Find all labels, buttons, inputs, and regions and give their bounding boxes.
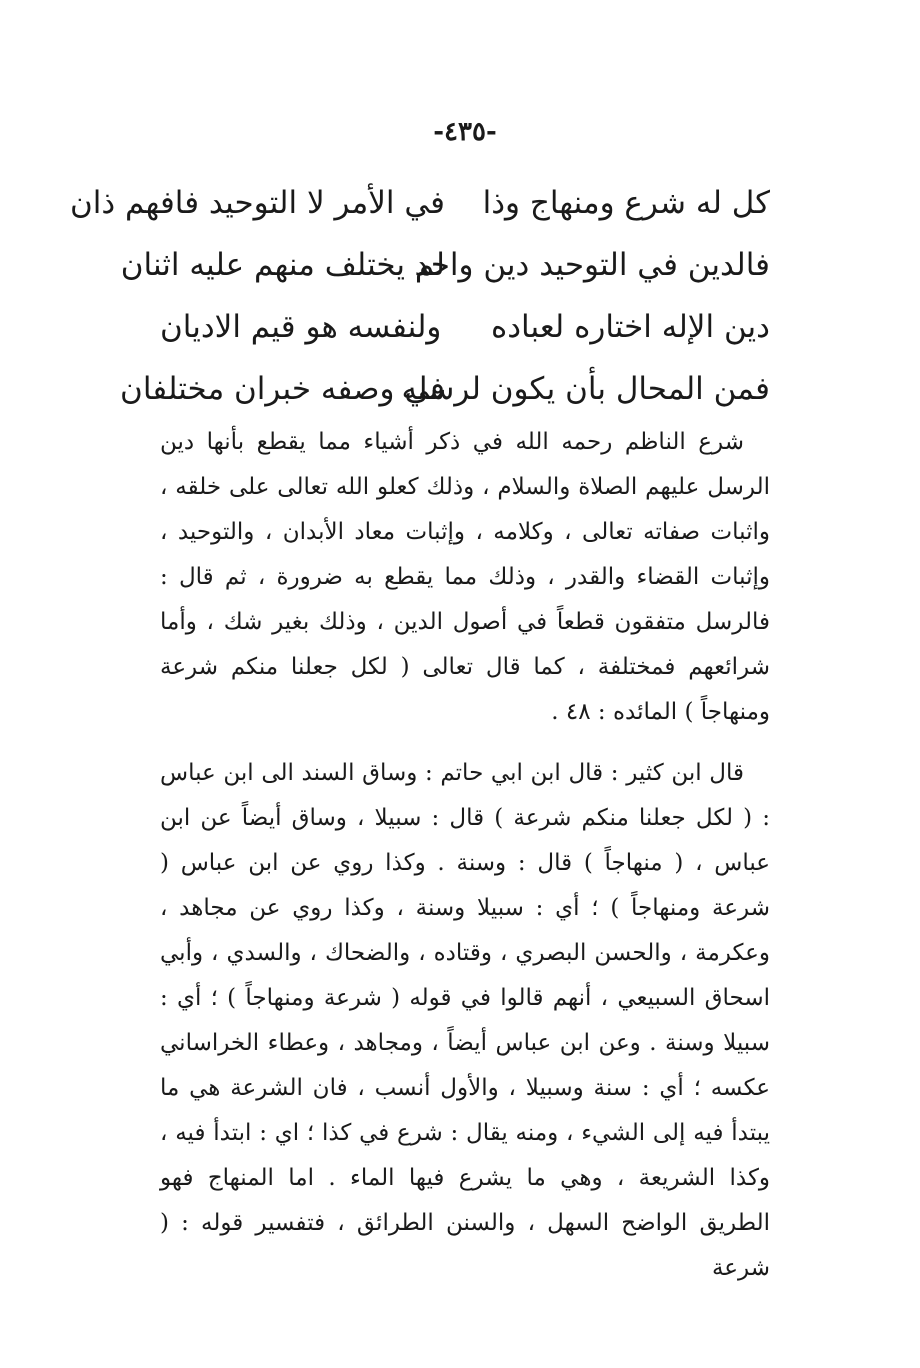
poem-verse [69,172,770,234]
book-page [69,110,770,1281]
page-number: -٤٣٥- [433,117,497,147]
commentary-paragraph: شرع الناظم رحمه الله في ذكر أشياء مما يقطع بأنها دين الرسل عليهم الصلاة والسلام ، وذلك كعلو الله تعالى على خلقه ، واثبات صفاته تعالى ، وكلامه ، وإثبات معاد الأبدان ، والتوحيد ، وإثبات القضاء والقدر ، وذلك مما يقطع به ضرورة ، ثم قال : فالرسل متفقون قطعاً في أصول الدين ، وذلك بغير شك ، وأما شرائعهم فمختلفة ، كما قال تعالى ( لكل جعلنا منكم شرعة ومنهاجاً ) المائده : ٤٨ . [160,429,770,725]
commentary-paragraph: قال ابن كثير : قال ابن ابي حاتم : وساق السند الى ابن عباس : ( لكل جعلنا منكم شرعة ) قال : سبيلا ، وساق أيضاً عن ابن عباس ، ( منهاجاً ) قال : وسنة . وكذا روي عن ابن عباس ( شرعة ومنهاجاً ) ؛ أي : سبيلا وسنة ، وكذا روي عن مجاهد ، وعكرمة ، والحسن البصري ، وقتاده ، والضحاك ، والسدي ، وأبي اسحاق السبيعي ، أنهم قالوا في قوله ( شرعة ومنهاجاً ) ؛ أي : سبيلا وسنة . وعن ابن عباس أيضاً ، ومجاهد ، وعطاء الخراساني عكسه ؛ أي : سنة وسبيلا ، والأول أنسب ، فان الشرعة هي ما يبتدأ فيه إلى الشيء ، ومنه يقال : شرع في كذا ؛ اي : ابتدأ فيه ، وكذا الشريعة ، وهي ما يشرع فيها الماء . اما المنهاج فهو الطريق الواضح السهل ، والسنن الطرائق ، فتفسير قوله : ( شرعة [160,760,770,1281]
verse-second-hemistich: ولنفسه هو قيم الاديان [160,309,442,345]
verse-first-hemistich: فالدين في التوحيد دين واحد [414,247,770,283]
verse-second-hemistich: لم يختلف منهم عليه اثنان [120,247,445,283]
poem [69,172,770,420]
poem-verse [160,296,770,358]
poem-verse [120,234,770,296]
verse-first-hemistich: فمن المحال بأن يكون لرسله [401,371,770,407]
verse-first-hemistich: كل له شرع ومنهاج وذا [482,185,770,221]
verse-second-hemistich: في وصفه خبران مختلفان [120,371,445,407]
verse-second-hemistich: في الأمر لا التوحيد فافهم ذان [69,185,445,221]
verse-first-hemistich: دين الإله اختاره لعباده [491,309,770,345]
poem-verse [120,358,770,420]
